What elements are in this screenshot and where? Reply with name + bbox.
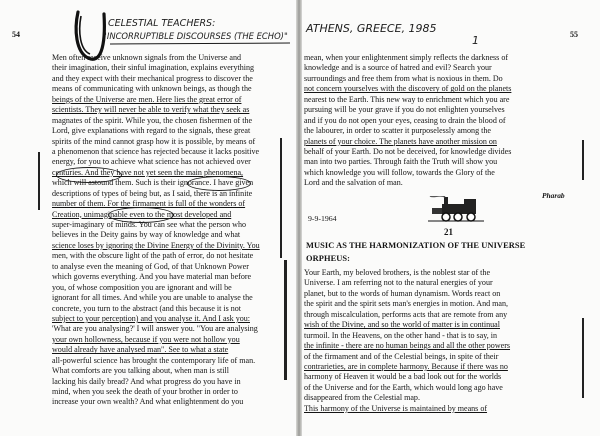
right-page-number: 55 bbox=[570, 30, 578, 39]
text-line: means of communicating with unknown beings, as though the bbox=[52, 84, 252, 94]
text-line: energy, for you to achieve what science has not achieved over bbox=[52, 157, 251, 167]
text-line: What comforts are you talking about, when man is still bbox=[52, 366, 229, 376]
text-line-underlined: science loses by ignoring the Divine Energy of the Divinity. You bbox=[52, 240, 260, 250]
text-line: magnates of the spirit. While you, the chosen fishermen of the bbox=[52, 115, 253, 125]
right-page bbox=[300, 0, 600, 436]
text-line: through miscalculation, performs acts that are remote from any bbox=[304, 309, 508, 319]
text-line-underlined: wish of the Divine, and so the world of matter is in continual bbox=[304, 320, 500, 330]
text-line: you, of whose composition you are ignorant and will be bbox=[52, 282, 232, 292]
left-page-text bbox=[52, 53, 276, 408]
handwritten-location-date: ATHENS, GREECE, 1985 bbox=[306, 22, 437, 35]
text-line: super-imaginary of minds. You can see what the person who bbox=[52, 220, 247, 229]
text-line-underlined: number of them. For the firmament is full of the wonders of bbox=[52, 199, 246, 209]
text-line: all-powerful science has brought the contemporary life of man. bbox=[52, 355, 256, 365]
text-line: Your Earth, my beloved brothers, is the noblest star of the bbox=[304, 268, 491, 277]
text-line: the spirit and the spirit sets man's energies in motion. And man, bbox=[304, 299, 509, 309]
chapter-speaker: ORPHEUS: bbox=[306, 254, 351, 263]
text-line: and they expect with their mechanical progress to discover the bbox=[52, 73, 253, 83]
text-line: men, with the obscure light of the path of error, do not hesitate bbox=[52, 251, 254, 261]
text-line: man into two parties. Through faith the Truth will show you bbox=[304, 157, 498, 167]
text-line: which will astound them. Such is their ignorance. I have given bbox=[52, 178, 254, 188]
handwritten-number-mark: 1 bbox=[472, 34, 479, 47]
text-line-underlined: not concern yourselves with the discovery of gold on the planets bbox=[304, 84, 512, 94]
steam-locomotive-icon bbox=[428, 196, 484, 222]
text-line: which governs everything. And you have material man before bbox=[52, 272, 252, 282]
text-line: surroundings and free them from what is noxious in them. Do bbox=[304, 73, 503, 83]
text-line: 'What are you analysing?' I will answer you. "You are analysing bbox=[52, 324, 258, 334]
text-line: Men often receive unknown signals from the Universe and bbox=[52, 53, 242, 62]
text-line-underlined: would already have analysed man". See to what a state bbox=[52, 345, 229, 355]
text-line: knowledge and is a source of hatred and evil? Search your bbox=[304, 63, 492, 73]
left-page-number: 54 bbox=[12, 30, 20, 39]
margin-line bbox=[38, 152, 40, 210]
entry-date: 9-9-1964 bbox=[308, 214, 337, 223]
margin-line bbox=[582, 140, 584, 180]
text-line: increase your own wealth? And what enlightenment do you bbox=[52, 397, 244, 407]
text-line: descriptions of types of being but, as I said, there is an infinite bbox=[52, 188, 253, 198]
text-line: a phenomenon that science has rejected because it lacks positive bbox=[52, 146, 260, 156]
text-line: spirits of the mind cannot grasp how it is possible, by means of bbox=[52, 136, 256, 146]
text-line: Lord, give explanations with regard to the signals, these great bbox=[52, 126, 251, 136]
text-line: mind, when you seek the death of your brother in order to bbox=[52, 387, 238, 396]
margin-line bbox=[280, 138, 282, 258]
text-line: mean, when your enlightenment simply reflects the darkness of bbox=[304, 53, 509, 62]
text-line-underlined: planets of your choice. The planets have another mission on bbox=[304, 136, 497, 146]
right-page-bottom-text bbox=[304, 268, 572, 414]
text-line: planet, but to the words of human dynamism. Words react on bbox=[304, 288, 501, 298]
text-line-underlined: beings of the Universe are men. Here lies the great error of bbox=[52, 94, 242, 104]
text-line-underlined: subject to your perception) and you analyse it. And I ask you: bbox=[52, 313, 250, 323]
margin-line bbox=[284, 260, 287, 380]
chapter-number: 21 bbox=[444, 227, 453, 237]
text-line: and if you do not open your eyes, ceasing to drain the blood of bbox=[304, 115, 506, 125]
text-line: ignorant for all times. And while you are unable to analyse the bbox=[52, 293, 253, 303]
text-line: harmony of Heaven it would be a bad look out for the worlds bbox=[304, 372, 502, 382]
margin-line bbox=[582, 318, 584, 398]
text-line-underlined: the infinite - there are no human beings and all the other powers bbox=[304, 341, 511, 351]
signature: Pharab bbox=[542, 191, 565, 200]
text-line-underlined: This harmony of the Universe is maintained by means of bbox=[304, 403, 488, 413]
text-line: disappeared from the Celestial map. bbox=[304, 393, 420, 403]
text-line: concrete, you turn to the abstract (and this because it is not bbox=[52, 303, 242, 313]
text-line-underlined: scientists. They will never be able to verify what they seek as bbox=[52, 105, 250, 115]
text-line: lacking his daily bread? And what progress do you have in bbox=[52, 376, 241, 386]
text-line: of the firmament and of the Celestial beings, in spite of their bbox=[304, 351, 499, 361]
text-line: the labourer, in order to scatter it purposelessly among the bbox=[304, 126, 491, 136]
text-line-underlined: your own hollowness, because if you were not hollow you bbox=[52, 334, 240, 344]
text-line: believes in the Deity gains by way of knowledge and what bbox=[52, 230, 241, 240]
text-line: Universe. I am referring not to the natural energies of your bbox=[304, 278, 493, 288]
text-line: behalf of your Earth. Do not be deceived, for knowledge divides bbox=[304, 146, 512, 156]
handwritten-circle bbox=[56, 167, 122, 183]
handwritten-underline bbox=[108, 41, 298, 47]
text-line-underlined: Creation, unimaginable even to the most developed and bbox=[52, 209, 232, 219]
right-page-top-text bbox=[304, 53, 572, 189]
text-line: pursuing will be your grave if you do not enlighten yourselves bbox=[304, 105, 505, 115]
text-line-underlined: centuries. And they have not yet seen the main phenomena, bbox=[52, 167, 244, 177]
text-line: turmoil. In the Heavens, on the other hand - that is to say, in bbox=[304, 330, 498, 340]
text-line: nearest to the Earth. This new way to enrichment which you are bbox=[304, 94, 510, 104]
text-line: of the Universe and for the Earth, which would long ago have bbox=[304, 382, 503, 392]
handwritten-note-line2: "INCORRUPTIBLE DISCOURSES (THE ECHO)" bbox=[103, 31, 288, 41]
handwritten-circle bbox=[187, 176, 251, 191]
handwritten-note-line1: CELESTIAL TEACHERS: bbox=[108, 18, 216, 29]
left-page bbox=[0, 0, 298, 436]
handwritten-circle bbox=[108, 207, 174, 223]
text-line: to analyse even the meaning of God, of that Unknown Power bbox=[52, 261, 249, 271]
text-line: their imagination, their sinful imagination, explains everything bbox=[52, 63, 255, 73]
text-line-underlined: contrarieties, are in complete harmony. Because if there was no bbox=[304, 361, 508, 371]
text-line: which knowledge you will follow, towards the Glory of the bbox=[304, 167, 495, 177]
text-line: Lord and the salvation of man. bbox=[304, 178, 403, 188]
chapter-title: MUSIC AS THE HARMONIZATION OF THE UNIVERSE bbox=[306, 241, 526, 250]
